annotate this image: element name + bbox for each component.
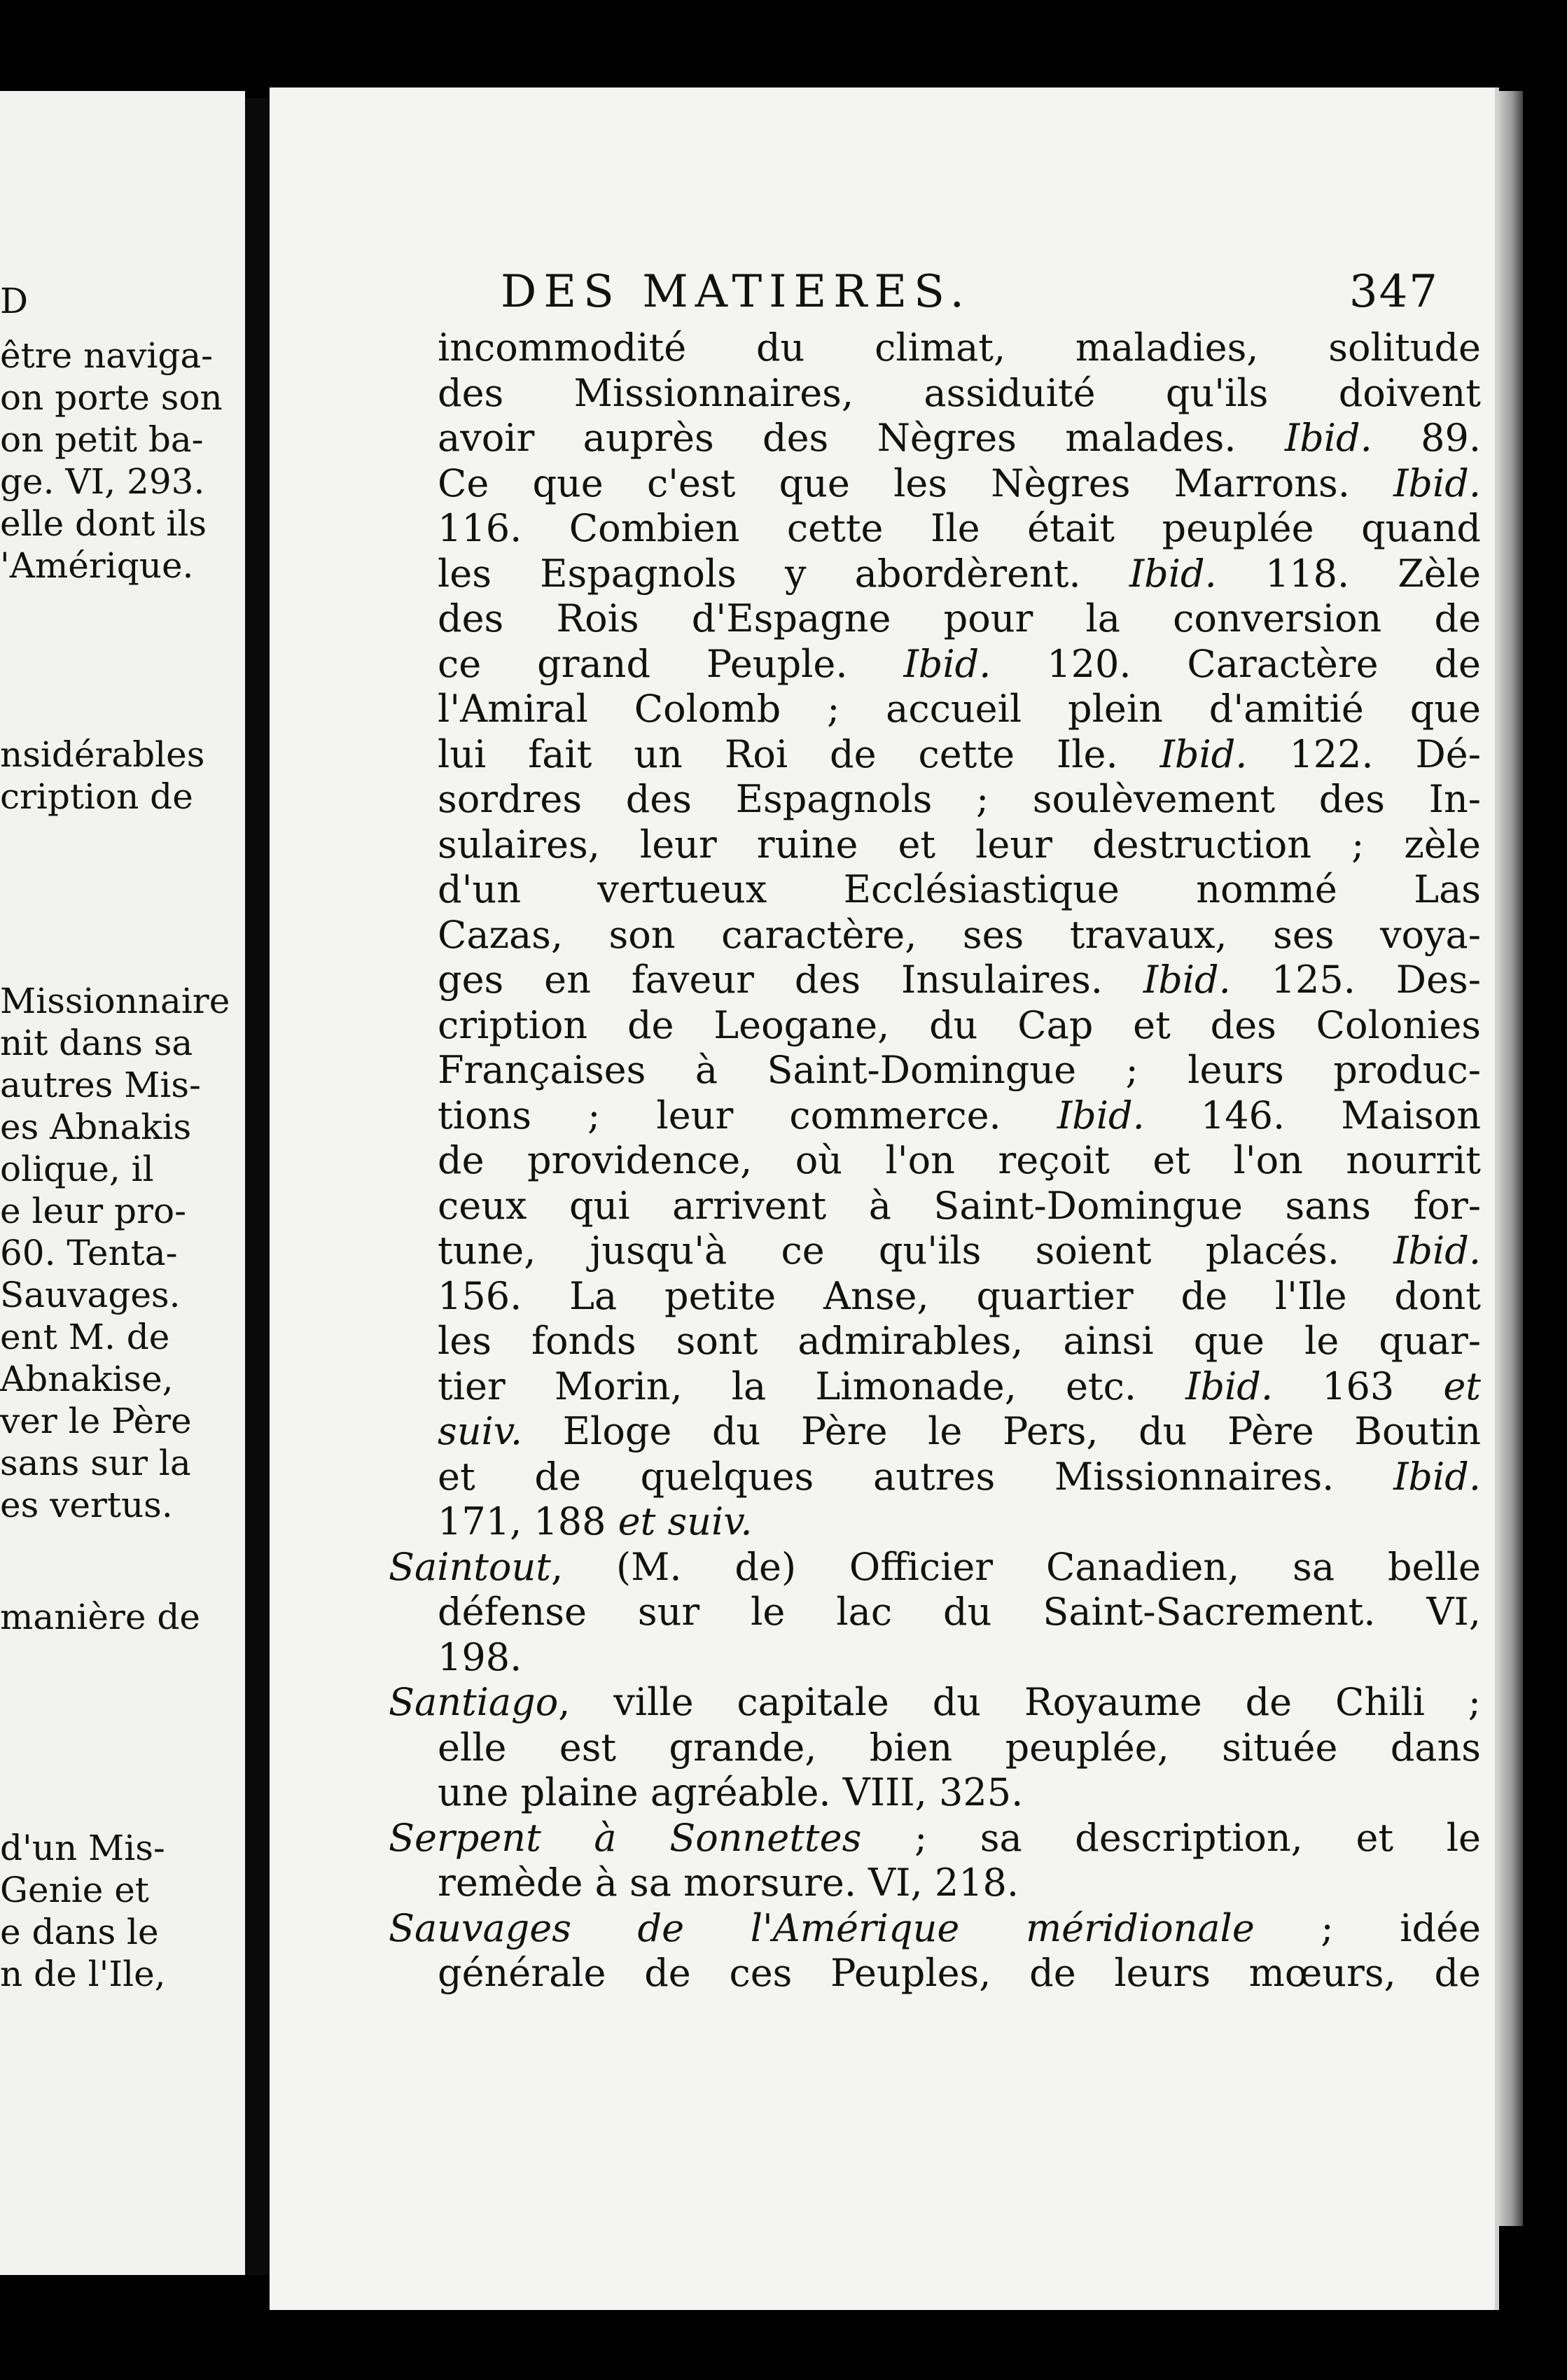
text-run: elle est grande, bien peuplée, située dans <box>438 1725 1481 1770</box>
left-page-line: autres Mis- <box>0 1065 201 1105</box>
index-text-line <box>389 1590 1481 1635</box>
index-text-line <box>389 1409 1481 1455</box>
text-run: 171, 188 <box>438 1499 618 1544</box>
italic-text: suiv. <box>438 1409 523 1453</box>
text-run: 146. Maison <box>1144 1093 1481 1138</box>
index-text-line <box>389 1635 1481 1681</box>
italic-text: et suiv. <box>618 1499 753 1544</box>
italic-text: Sauvages de l'Amérique méridionale <box>389 1905 1255 1950</box>
text-run: l'Amiral Colomb ; accueil plein d'amitié que <box>438 687 1481 731</box>
text-run: 122. Dé- <box>1247 732 1481 776</box>
left-page-line: ent M. de <box>0 1317 170 1357</box>
text-run: et de quelques autres Missionnaires. <box>438 1454 1394 1499</box>
text-run: Eloge du Père le Pers, du Père Boutin <box>522 1409 1481 1453</box>
text-run: ceux qui arrivent à Saint-Domingue sans for- <box>438 1183 1481 1228</box>
index-text-line <box>389 1319 1481 1364</box>
text-run: 125. Des- <box>1230 958 1481 1002</box>
text-run: , ville capitale du Royaume de Chili ; <box>558 1680 1481 1724</box>
index-text-line <box>389 1861 1481 1906</box>
index-text-line <box>389 642 1481 687</box>
index-text-line <box>389 822 1481 868</box>
index-text-line <box>389 326 1481 371</box>
left-page-line: elle dont ils <box>0 503 207 544</box>
left-page-line: e leur pro- <box>0 1191 186 1231</box>
index-text-line <box>389 506 1481 552</box>
left-page-line: e dans le <box>0 1912 159 1952</box>
italic-text: Ibid. <box>903 641 991 686</box>
text-run: Cazas, son caractère, ses travaux, ses voya- <box>438 912 1481 957</box>
italic-text: Saintout <box>389 1544 551 1589</box>
index-text-line <box>389 1726 1481 1771</box>
text-run: ; idée <box>1254 1905 1481 1950</box>
index-text-line <box>389 1364 1481 1410</box>
index-text-line <box>389 687 1481 732</box>
text-run: les Espagnols y abordèrent. <box>438 551 1129 596</box>
italic-text: Santiago <box>389 1680 559 1724</box>
index-text-line <box>389 1228 1481 1274</box>
index-entry-heading-line <box>389 1816 1481 1861</box>
left-page-line: n de l'Ile, <box>0 1954 166 1994</box>
text-run: 198. <box>438 1634 522 1679</box>
index-text-line <box>389 1770 1481 1816</box>
index-text-line <box>389 1184 1481 1229</box>
text-run: 156. La petite Anse, quartier de l'Ile dont <box>438 1273 1481 1318</box>
index-text-line <box>389 461 1481 507</box>
left-page-line: être naviga- <box>0 335 214 376</box>
left-page-line: nit dans sa <box>0 1023 193 1063</box>
left-page-line: manière de <box>0 1597 200 1637</box>
index-text-line <box>389 958 1481 1003</box>
left-page-line: 'Amérique. <box>0 545 194 586</box>
left-page-line: nsidérables <box>0 734 205 775</box>
italic-text: Serpent à Sonnettes <box>389 1815 862 1860</box>
text-run: des Rois d'Espagne pour la conversion de <box>438 596 1481 640</box>
text-run: 116. Combien cette Ile était peuplée quand <box>438 506 1481 550</box>
index-text-line <box>389 1274 1481 1320</box>
index-text-line <box>389 1093 1481 1139</box>
italic-text: Ibid. <box>1159 732 1248 776</box>
left-page-line: d'un Mis- <box>0 1828 165 1868</box>
text-run: ce grand Peuple. <box>438 641 904 686</box>
italic-text: Ibid. <box>1057 1093 1145 1138</box>
index-text-line <box>389 1048 1481 1093</box>
left-page-line: D <box>0 281 29 321</box>
running-head-title: DES MATIERES. <box>501 266 971 318</box>
text-run: d'un vertueux Ecclésiastique nommé Las <box>438 867 1481 911</box>
index-text-line <box>389 596 1481 642</box>
left-page-line: sans sur la <box>0 1443 191 1483</box>
text-run: 118. Zèle <box>1216 551 1481 596</box>
index-text-line <box>389 1499 1481 1545</box>
italic-text: Ibid. <box>1143 958 1231 1002</box>
index-text-line <box>389 371 1481 416</box>
left-page-line: Missionnaire <box>0 981 230 1021</box>
text-run: 89. <box>1372 416 1481 460</box>
page-edge <box>1495 91 1523 2226</box>
index-text-line <box>389 732 1481 778</box>
text-run: remède à sa morsure. VI, 218. <box>438 1861 1019 1905</box>
index-text-line <box>389 416 1481 461</box>
left-page-line: olique, il <box>0 1149 154 1189</box>
index-entry-heading-line <box>389 1680 1481 1726</box>
text-run: des Missionnaires, assiduité qu'ils doivent <box>438 370 1481 415</box>
italic-text: Ibid. <box>1393 1454 1481 1499</box>
index-text-line <box>389 1951 1481 1996</box>
left-page-line: ver le Père <box>0 1401 192 1441</box>
index-entry-heading-line <box>389 1906 1481 1952</box>
text-run: tune, jusqu'à ce qu'ils soient placés. <box>438 1228 1394 1273</box>
left-page-line: ge. VI, 293. <box>0 461 205 502</box>
text-run: ges en faveur des Insulaires. <box>438 958 1143 1002</box>
text-run: ; sa description, et le <box>861 1815 1481 1860</box>
text-run: , (M. de) Officier Canadien, sa belle <box>550 1544 1481 1589</box>
text-run: générale de ces Peuples, de leurs mœurs, de <box>438 1951 1481 1995</box>
left-page-line: cription de <box>0 776 193 817</box>
left-page-line: Sauvages. <box>0 1275 181 1315</box>
text-run: tier Morin, la Limonade, etc. <box>438 1364 1186 1408</box>
text-run: une plaine agréable. VIII, 325. <box>438 1770 1024 1814</box>
italic-text: Ibid. <box>1393 461 1481 505</box>
text-run: tions ; leur commerce. <box>438 1093 1057 1138</box>
index-text-line <box>389 552 1481 597</box>
left-page-line: on petit ba- <box>0 419 204 460</box>
index-text-line <box>389 867 1481 913</box>
left-page-line: es vertus. <box>0 1485 173 1525</box>
left-page-line: Abnakise, <box>0 1359 174 1399</box>
index-text <box>389 326 1481 1996</box>
text-run: les fonds sont admirables, ainsi que le quar- <box>438 1319 1481 1363</box>
italic-text: Ibid. <box>1284 416 1372 460</box>
right-page <box>270 88 1499 2310</box>
text-run: lui fait un Roi de cette Ile. <box>438 732 1160 776</box>
text-run: 163 <box>1273 1364 1444 1408</box>
text-run: Françaises à Saint-Domingue ; leurs produc- <box>438 1048 1481 1092</box>
text-run: cription de Leogane, du Cap et des Colonies <box>438 1002 1481 1047</box>
left-page-line: Genie et <box>0 1870 149 1910</box>
left-page-line: es Abnakis <box>0 1107 192 1147</box>
index-text-line <box>389 1455 1481 1500</box>
index-text-line <box>389 1003 1481 1049</box>
italic-text: Ibid. <box>1393 1228 1481 1273</box>
left-page-line: 60. Tenta- <box>0 1233 178 1273</box>
text-run: défense sur le lac du Saint-Sacrement. VI, <box>438 1590 1481 1634</box>
index-entry-heading-line <box>389 1545 1481 1590</box>
italic-text: et <box>1443 1364 1481 1408</box>
text-run: 120. Caractère de <box>991 641 1481 686</box>
text-run: de providence, où l'on reçoit et l'on nourrit <box>438 1138 1481 1182</box>
text-run: incommodité du climat, maladies, solitude <box>438 326 1481 370</box>
page-number: 347 <box>1349 266 1439 318</box>
text-run: Ce que c'est que les Nègres Marrons. <box>438 461 1394 505</box>
index-text-line <box>389 777 1481 822</box>
text-run: sulaires, leur ruine et leur destruction ; zèle <box>438 822 1481 867</box>
text-run: avoir auprès des Nègres malades. <box>438 416 1285 460</box>
italic-text: Ibid. <box>1129 551 1217 596</box>
text-run: sordres des Espagnols ; soulèvement des In- <box>438 777 1481 821</box>
left-page <box>0 91 245 2275</box>
italic-text: Ibid. <box>1185 1364 1274 1408</box>
index-text-line <box>389 913 1481 958</box>
left-page-line: on porte son <box>0 377 223 418</box>
index-text-line <box>389 1138 1481 1184</box>
